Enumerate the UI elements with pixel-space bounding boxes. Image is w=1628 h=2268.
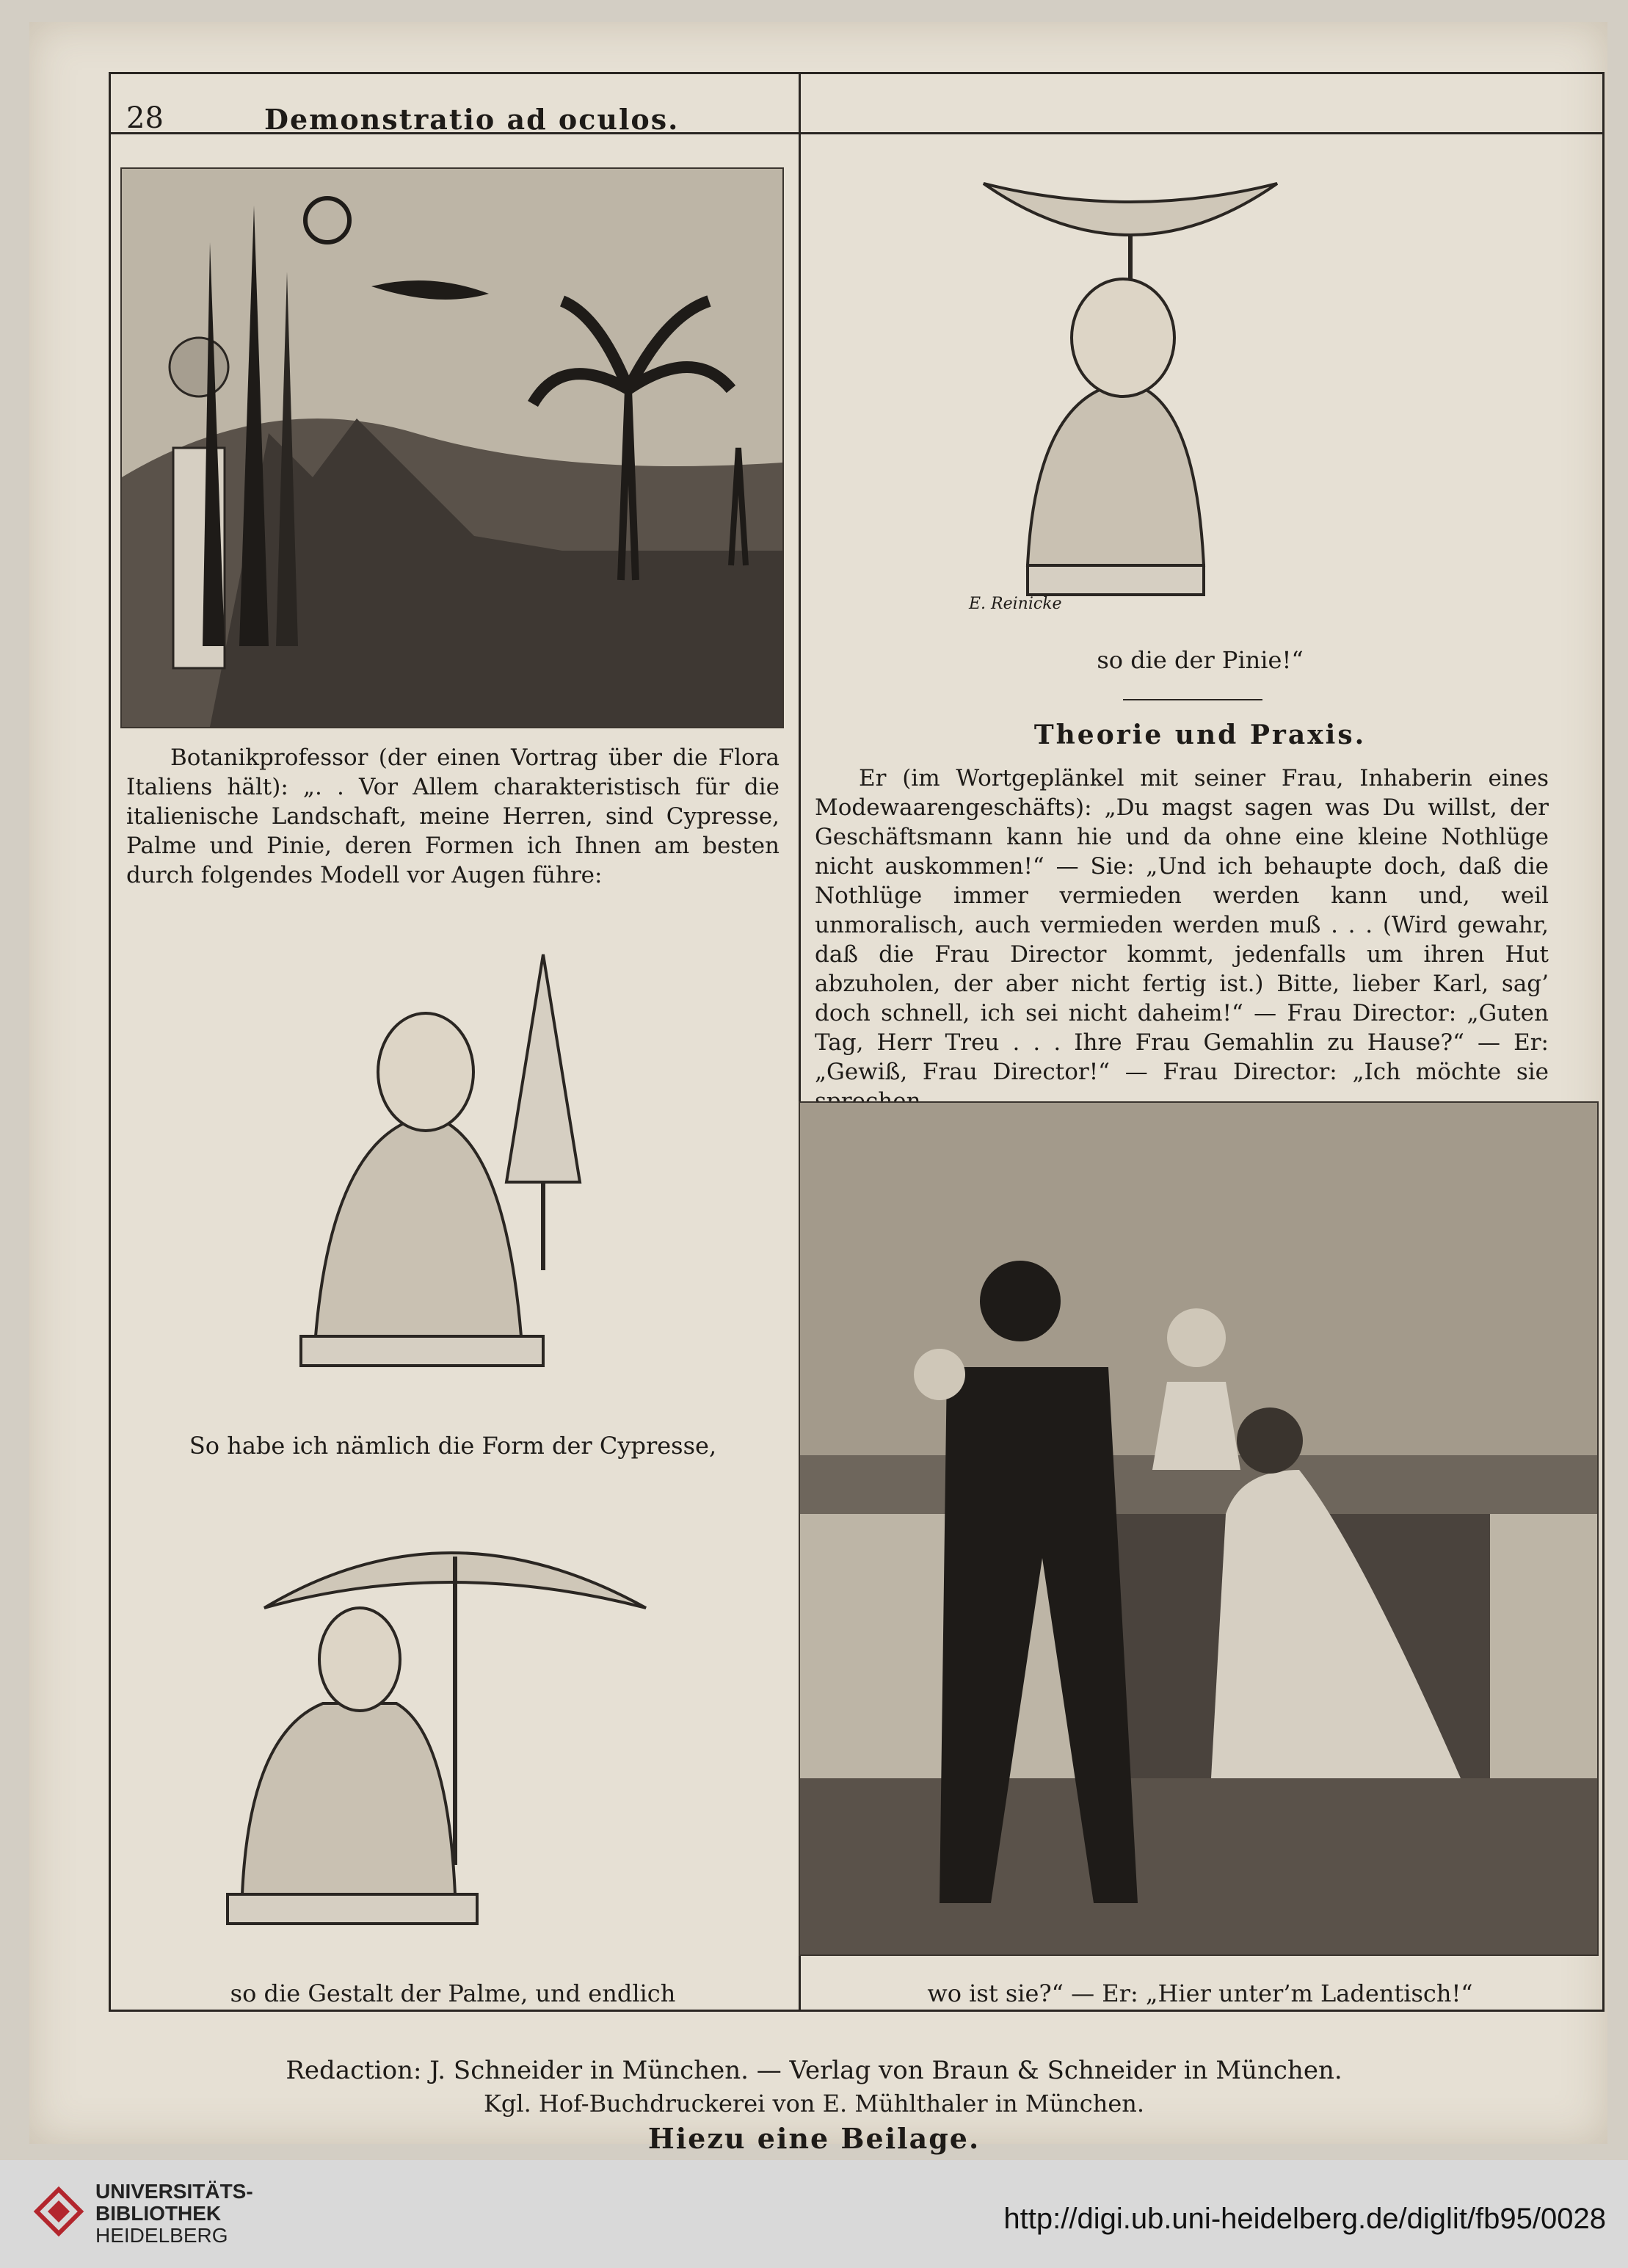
shop-scene-illustration xyxy=(799,1101,1599,1956)
pine-umbrella-figure xyxy=(954,140,1307,631)
italian-landscape-illustration xyxy=(120,167,784,728)
section-rule-top xyxy=(1123,699,1262,700)
caption-palm: so die Gestalt der Palme, und endlich xyxy=(230,1979,676,2007)
cypress-umbrella-figure xyxy=(286,925,617,1380)
library-footer-bar xyxy=(0,2160,1628,2268)
source-url-link[interactable]: http://digi.ub.uni-heidelberg.de/diglit/fb95/0028 xyxy=(1003,2203,1606,2235)
caption-cypress: So habe ich nämlich die Form der Cypresse, xyxy=(189,1432,717,1460)
footer-printer-line: Kgl. Hof-Buchdruckerei von E. Mühlthaler in München. xyxy=(483,2090,1145,2117)
logo-line-3: HEIDELBERG xyxy=(95,2224,228,2247)
footer-supplement-line: Hiezu eine Beilage. xyxy=(647,2122,981,2155)
footer-editorial-line: Redaction: J. Schneider in München. — Verlag von Braun & Schneider in München. xyxy=(286,2056,1342,2085)
article-title: Demonstratio ad oculos. xyxy=(264,103,680,136)
caption-shop: wo ist sie?“ — Er: „Hier unter’m Ladentisch!“ xyxy=(927,1979,1473,2007)
botany-paragraph: Botanikprofessor (der einen Vortrag über die Flora Italiens hält): „. . Vor Allem charakteristisch für die italienische Landschaft, meine Herren, sind Cypresse, Palme und Pinie, deren Formen ich Ihnen am besten durch folgendes Modell vor Augen führe: xyxy=(126,744,780,888)
library-logo-text xyxy=(95,2181,253,2247)
page-number: 28 xyxy=(126,101,164,135)
library-logo-icon xyxy=(29,2175,88,2248)
illustrator-signature: E. Reinicke xyxy=(969,595,1062,613)
theory-practice-paragraph: Er (im Wortgeplänkel mit seiner Frau, Inhaberin eines Modewaarengeschäfts): „Du magst sagen was Du willst, der Geschäftsmann kann hie und da ohne eine kleine Nothlüge nicht auskommen!“ — Sie: „Und ich behaupte doch, daß die Nothlüge immer vermieden werden kann und, weil unmoralisch, auch vermieden werden muß . . . (Wird gewahr, daß die Frau Director kommt, jedenfalls um ihren Hut abzuholen, der aber nicht fertig ist.) Bitte, lieber Karl, sag’ doch schnell, ich sei nicht daheim!“ — Frau Director: „Guten Tag, Herr Treu . . . Ihre Frau Gemahlin zu Hause?“ — Er: „Gewiß, Frau Director!“ — Frau Director: „Ich möchte sie xyxy=(815,765,1549,1085)
logo-line-1: UNIVERSITÄTS- xyxy=(95,2180,253,2203)
section-title: Theorie und Praxis. xyxy=(1033,720,1367,750)
caption-pine: so die der Pinie!“ xyxy=(1097,646,1304,674)
logo-line-2: BIBLIOTHEK xyxy=(95,2202,222,2225)
palm-umbrella-figure xyxy=(213,1512,683,1953)
